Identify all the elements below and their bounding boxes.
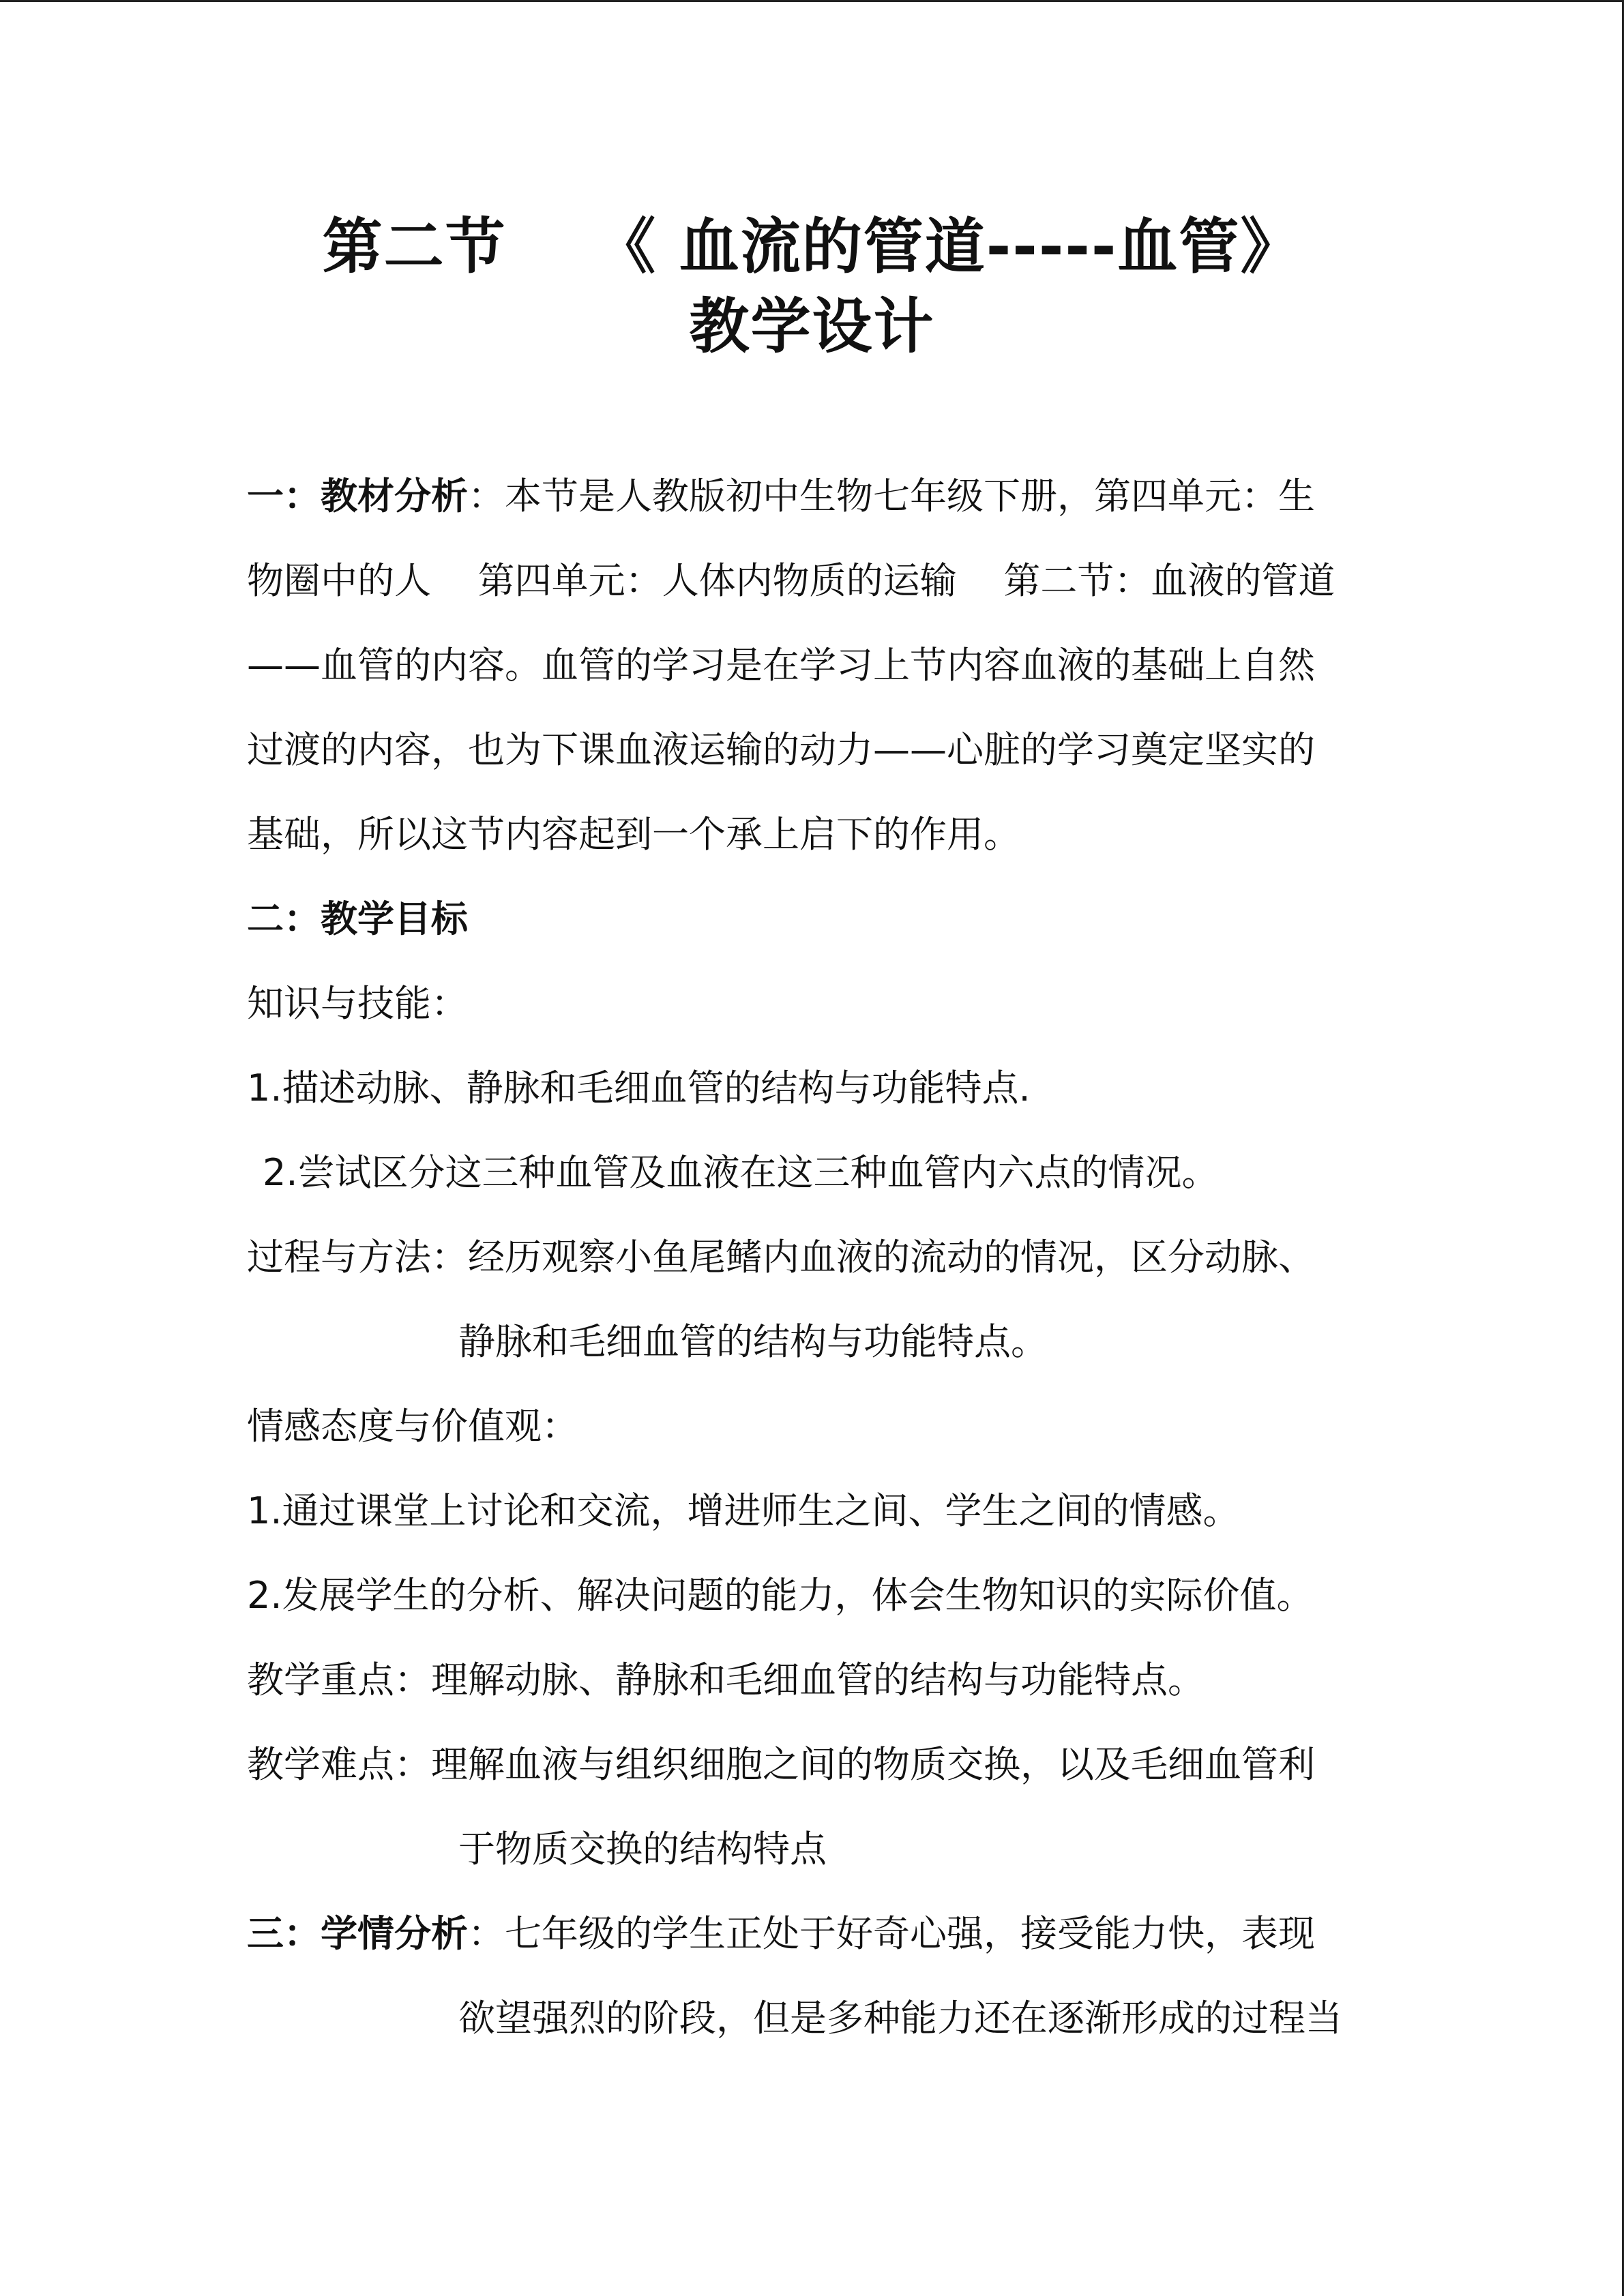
section-3-text: 七年级的学生正处于好奇心强，接受能力快，表现	[505, 1912, 1315, 1955]
section-3-paragraph-line-1	[247, 1912, 1315, 1955]
document-title-line-2: 教学设计	[689, 291, 935, 361]
emotion-values-heading: 情感态度与价值观：	[247, 1405, 578, 1448]
section-3-heading: 三：学情分析	[247, 1912, 468, 1955]
section-1-text: 本节是人教版初中生物七年级下册，第四单元：生	[505, 475, 1315, 518]
knowledge-item-2: 2.尝试区分这三种血管及血液在这三种血管内六点的情况。	[263, 1151, 1219, 1194]
document-title-line-1: 第二节 《 血流的管道-----血管》	[322, 211, 1302, 282]
section-1-paragraph-line-5: 基础，所以这节内容起到一个承上启下的作用。	[247, 813, 1020, 856]
process-method-line-2: 静脉和毛细血管的结构与功能特点。	[458, 1320, 1048, 1363]
knowledge-item-1: 1.描述动脉、静脉和毛细血管的结构与功能特点.	[247, 1067, 1031, 1109]
teaching-difficulty-line-2: 于物质交换的结构特点	[458, 1828, 827, 1870]
section-3-separator: ：	[468, 1912, 505, 1955]
emotion-item-2: 2.发展学生的分析、解决问题的能力，体会生物知识的实际价值。	[247, 1574, 1314, 1617]
section-2-heading: 二：教学目标	[247, 897, 468, 940]
section-1-paragraph-line-2: 物圈中的人 第四单元：人体内物质的运输 第二节：血液的管道	[247, 559, 1335, 602]
teaching-key-point: 教学重点：理解动脉、静脉和毛细血管的结构与功能特点。	[247, 1658, 1205, 1701]
section-3-paragraph-line-2: 欲望强烈的阶段，但是多种能力还在逐渐形成的过程当	[458, 1997, 1342, 2040]
section-1-paragraph-line-3: ——血管的内容。血管的学习是在学习上节内容血液的基础上自然	[247, 644, 1315, 687]
section-1-heading: 一：教材分析	[247, 475, 468, 518]
knowledge-skills-heading: 知识与技能：	[247, 982, 468, 1025]
section-1-paragraph-line-1	[247, 475, 1315, 518]
process-method-line-1: 过程与方法：经历观察小鱼尾鳍内血液的流动的情况，区分动脉、	[247, 1236, 1315, 1279]
section-1-separator: ：	[468, 475, 505, 518]
section-1-paragraph-line-4: 过渡的内容，也为下课血液运输的动力——心脏的学习奠定坚实的	[247, 728, 1315, 771]
teaching-difficulty-line-1: 教学难点：理解血液与组织细胞之间的物质交换，以及毛细血管利	[247, 1743, 1315, 1786]
emotion-item-1: 1.通过课堂上讨论和交流，增进师生之间、学生之间的情感。	[247, 1489, 1240, 1532]
